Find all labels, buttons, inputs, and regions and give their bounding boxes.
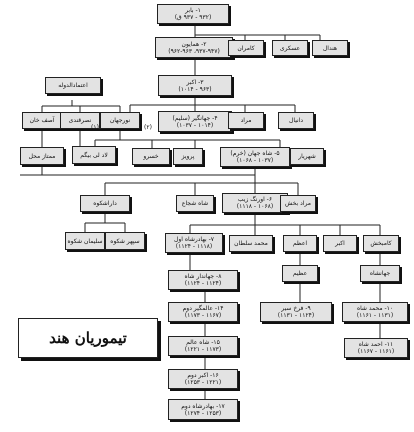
- name: نورجهان: [109, 117, 131, 124]
- node-asaf-khan: [22, 112, 62, 129]
- node-humayun: [155, 37, 233, 58]
- node-akbar-2: [323, 235, 357, 252]
- node-nurjahan: [100, 112, 140, 129]
- name: اعظم: [292, 240, 308, 247]
- years: (۱۲۵۳ - ۱۲۷۴): [184, 409, 222, 417]
- years: (۱۱۶۷ - ۱۱۷۳): [184, 312, 222, 319]
- node-itimad-al-dawla: [45, 77, 101, 94]
- node-shahryar: [290, 148, 324, 165]
- node-akbar-1: [158, 75, 232, 96]
- name: ۱۱- احمد شاه: [358, 341, 394, 348]
- years: (۱۱۶۱ - ۱۱۶۷): [357, 348, 395, 355]
- name: دانیال: [289, 117, 304, 124]
- name: عظیم: [292, 270, 308, 277]
- years: (۱۰۳۷ - ۱۰۶۸): [236, 157, 274, 164]
- node-shah-alam: [168, 336, 238, 356]
- node-shah-jahan: [220, 147, 290, 167]
- name: کامبخش: [370, 240, 392, 247]
- node-khusraw: [132, 148, 170, 165]
- years: (۹۳۲ - ۹۳۷ ق): [174, 14, 212, 21]
- node-muhammad-shah: [342, 302, 408, 322]
- node-ahmad-shah: [344, 338, 408, 358]
- name: اعتمادالدوله: [58, 82, 88, 89]
- node-mumtaz-mahal: [20, 147, 64, 165]
- years: (۹۳۷-۹۴۷، ۹۶۲-۹۶۳): [168, 47, 220, 55]
- name: ۱۰- محمد شاه: [356, 305, 394, 312]
- name: اکبر: [335, 240, 345, 247]
- name: کامران: [237, 44, 255, 52]
- years: (۱۱۷۳ - ۱۲۲۱): [184, 346, 222, 353]
- name: ۱۴- عالمگیر دوم: [182, 305, 224, 312]
- name: مراد: [240, 117, 252, 124]
- node-ladli-begum: [72, 146, 116, 164]
- name: ۶- اورنگ زیب: [237, 196, 273, 203]
- name: ۲- همایون: [181, 40, 207, 48]
- name: شهریار: [298, 153, 316, 160]
- node-shah-shuja: [176, 195, 214, 212]
- name: پرویز: [181, 153, 195, 160]
- name: ۵- شاه جهان (خرم): [230, 150, 280, 157]
- node-murad-bakhsh: [280, 195, 316, 212]
- years: (۱۱۱۸ - ۱۱۲۴): [175, 243, 213, 250]
- name: ۷- بهادرشاه اول: [174, 236, 214, 243]
- node-dara-shikoh: [80, 195, 130, 212]
- years: (۱۱۳۱ - ۱۱۶۱): [356, 312, 394, 319]
- years: (۱۰۶۸ - ۱۱۱۸): [236, 203, 274, 210]
- name: ۳- اکبر: [186, 78, 204, 86]
- years: (۱۱۲۴ - ۱۱۲۴): [184, 280, 222, 287]
- name: مراد بخش: [285, 200, 311, 207]
- name: ۹- فرخ سیر: [281, 305, 311, 312]
- years: (۱۲۲۱ - ۱۲۵۳): [184, 379, 222, 386]
- name: شاه شجاع: [181, 200, 209, 207]
- node-jahangir: [158, 111, 232, 132]
- node-aurangzeb: [222, 193, 288, 213]
- node-akbar-3: [168, 369, 238, 389]
- node-babur: [157, 4, 229, 24]
- name: هندال: [322, 44, 338, 52]
- node-azam: [283, 235, 317, 252]
- name: ۴- جهانگیر (سلیم): [172, 114, 218, 122]
- name: محمد سلطان: [234, 240, 268, 247]
- years: (۱۰۱۴ - ۱۰۳۷): [176, 121, 214, 129]
- node-daniyal: [278, 112, 314, 129]
- name: لاد لی بیگم: [80, 151, 108, 159]
- node-farrukhsiyar: [260, 302, 332, 322]
- marker-2: (۲): [144, 124, 152, 131]
- name: ممتاز محل: [28, 152, 56, 160]
- name: عسکری: [279, 44, 301, 52]
- node-jahanshah: [360, 265, 400, 282]
- node-muhammad-sultan: [229, 235, 273, 252]
- marker-1: (۱): [91, 124, 99, 131]
- chart-title: تیموریان هند: [18, 318, 158, 358]
- name: خسرو: [143, 153, 159, 160]
- name: ۸- جهاندار شاه: [184, 273, 222, 280]
- node-sipihr-shikoh: [105, 232, 145, 250]
- node-sulayman-shikoh: [65, 232, 105, 250]
- node-bahadur-shah-2: [168, 399, 238, 420]
- name: ۱۶- اکبر دوم: [187, 372, 219, 379]
- name: داراشکوه: [93, 200, 117, 207]
- node-murad-1: [228, 112, 264, 129]
- node-azim: [282, 265, 318, 282]
- name: نصرقندی: [68, 117, 92, 124]
- node-kambakhsh: [363, 235, 399, 252]
- name: سلیمان شکوه: [67, 237, 103, 245]
- name: سپهر شکوه: [110, 237, 140, 245]
- years: (۹۶۳ - ۱۰۱۴): [178, 85, 212, 93]
- node-alamgir-2: [168, 302, 238, 322]
- years: (۱۱۲۴ - ۱۱۳۱): [277, 312, 315, 319]
- node-bahadur-shah-1: [165, 233, 223, 253]
- node-kamran: [228, 40, 264, 56]
- name: ۱۷- بهادرشاه دوم: [181, 402, 225, 410]
- name: ۱۵- شاه عالم: [186, 339, 220, 346]
- name: آصف خان: [29, 117, 55, 124]
- node-hindal: [312, 40, 348, 56]
- node-jahandar-shah: [168, 270, 238, 290]
- name: جهانشاه: [369, 270, 391, 277]
- node-askari: [272, 40, 308, 56]
- node-parviz: [173, 148, 203, 165]
- name: ۱- بابر: [185, 7, 201, 14]
